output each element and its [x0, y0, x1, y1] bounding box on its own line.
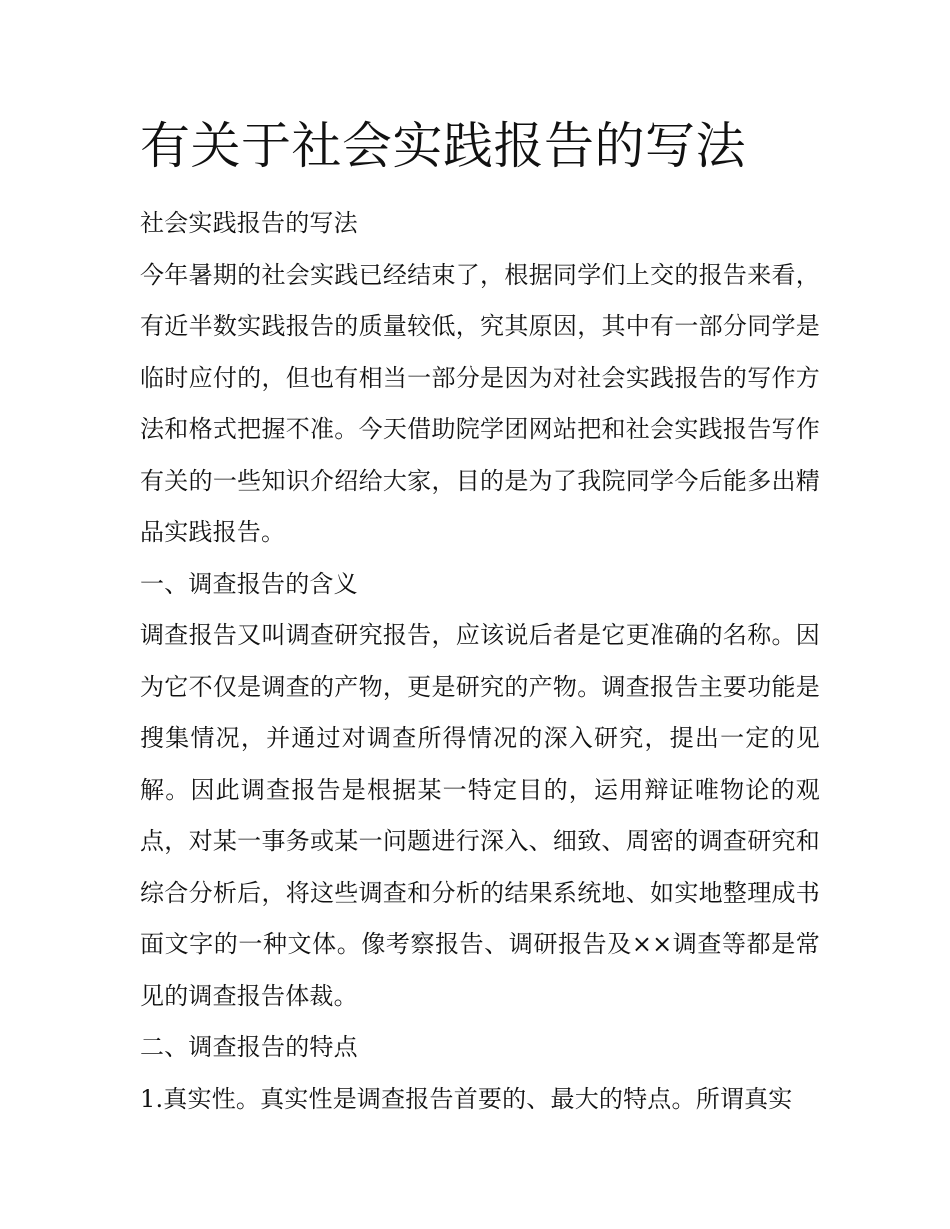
definition-paragraph: 调查报告又叫调查研究报告，应该说后者是它更准确的名称。因为它不仅是调查的产物，更是研究的产物。调查报告主要功能是搜集情况，并通过对调查所得情况的深入研究，提出一定的见解。因此调查报告是根据某一特定目的，运用辩证唯物论的观点，对某一事务或某一问题进行深入、细致、周密的调查研究和综合分析后，将这些调查和分析的结果系统地、如实地整理成书面文字的一种文体。像考察报告、调研报告及××调查等都是常见的调查报告体裁。 [140, 621, 820, 1010]
document-title: 有关于社会实践报告的写法 [140, 117, 746, 175]
section-heading-definition: 一、调查报告的含义 [140, 569, 358, 598]
document-body [140, 198, 820, 1125]
section-heading-features: 二、调查报告的特点 [140, 1033, 358, 1061]
features-paragraph: 1.真实性。真实性是调查报告首要的、最大的特点。所谓真实 [140, 1084, 793, 1113]
subtitle-heading: 社会实践报告的写法 [140, 209, 358, 237]
intro-paragraph: 今年暑期的社会实践已经结束了，根据同学们上交的报告来看，有近半数实践报告的质量较低，究其原因，其中有一部分同学是临时应付的，但也有相当一部分是因为对社会实践报告的写作方法和格式把握不准。今天借助院学团网站把和社会实践报告写作有关的一些知识介绍给大家，目的是为了我院同学今后能多出精品实践报告。 [140, 260, 820, 546]
